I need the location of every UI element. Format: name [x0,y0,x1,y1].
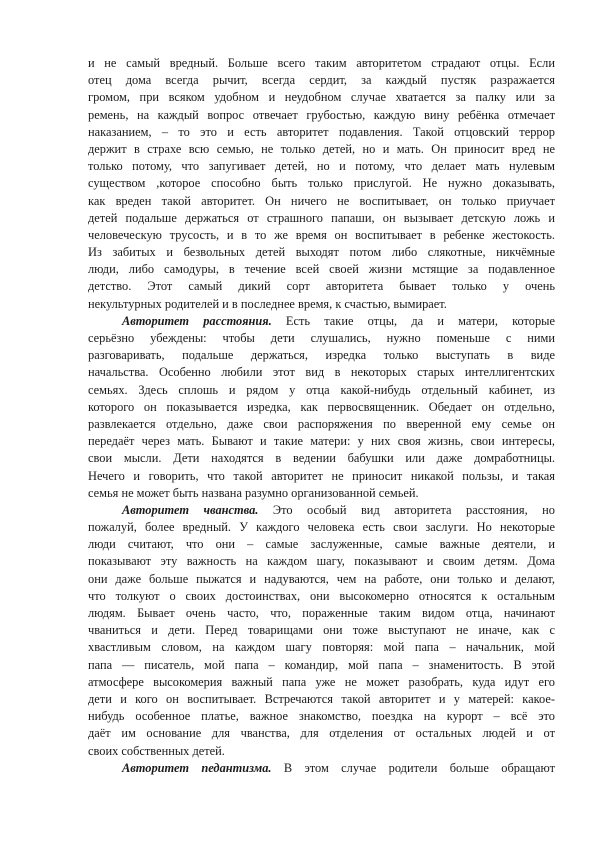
text-line: дети и кого он воспитывает. Встречаются такой авторитет и у матерей: какое- [88,691,555,706]
text-line: ремень, на каждый вопрос отвечает грубостью, каждую вину ребёнка отмечает [88,107,555,122]
text-line: показывают эту важность на каждом шагу, показывают и своим детям. Дома [88,554,555,569]
text-line: только потому, что запугивает детей, но и потому, что делает мать нулевым [88,159,555,174]
text-line: разговаривать, подальше держаться, изредка только выступать в виде [88,348,555,363]
text-line: людям. Бывает очень часто, что, пораженные таким видом отца, начинают [88,606,555,620]
text-line: серьёзно убеждены: чтобы дети слушались, нужно поменьше с ними [88,331,555,345]
text-line: люди считают, что они – самые заслуженные, самые важные деятели, и [88,537,555,552]
text-line: начальства. Особенно любили этот вид в некоторых старых интеллигентских [88,365,555,380]
text-line: некультурных родителей и в последнее время, к счастью, вымирает. [88,296,447,311]
text-line: свои мысли. Дети находятся в ведении бабушки или даже домработницы. [88,451,555,466]
text-line: люди, либо самодуры, в течение всей своей жизни мстящие за подавленное [88,262,555,277]
text-line: папа — писатель, мой папа – командир, мой папа – знаменитость. В этой [88,657,555,672]
text-line: нибудь особенное платье, важное знакомство, поездка на курорт – всё это [88,709,555,724]
text-line: громом, при всяком удобном и неудобном случае хватается за палку или за [88,90,555,105]
text-line [88,502,555,519]
paragraph-authority-of-distance [88,313,555,502]
text-line: и не самый вредный. Больше всего таким авторитетом страдают отцы. Если [88,56,555,70]
text-line: своих собственных детей. [88,743,225,758]
text-line: семьях. Здесь сплошь и рядом у отца какой-нибудь отдельный кабинет, из [88,382,555,397]
section-heading: Авторитет чванства. [122,502,259,517]
text-run: В этом случае родители больше обращают [271,760,555,775]
text-line: передаёт через мать. Бывают и такие матери: у них своя жизнь, свои интересы, [88,434,555,449]
text-line: семья не может быть названа разумно организованной семьей. [88,485,419,500]
text-line: Из забитых и безвольных детей выходят потом либо слякотные, никчёмные [88,245,555,260]
text-line [88,760,555,777]
section-heading: Авторитет педантизма. [122,760,272,775]
text-line: отец дома всегда рычит, всегда сердит, за каждый пустяк разражается [88,73,555,88]
text-line: наказанием, – то это и есть авторитет подавления. Такой отцовский террор [88,124,555,139]
text-line: детство. Этот самый дикий сорт авторитета бывает только у очень [88,279,555,294]
text-line: чваниться и дети. Перед товарищами они тоже выступают не иначе, как с [88,623,555,638]
text-run: Это особый вид авторитета расстояния, но [258,502,555,517]
text-line: они даже больше пыжатся и надуваются, чем на работе, они только и делают, [88,571,555,586]
text-line: хвастливым словом, на каждом шагу повторяя: мой папа – начальник, мой [88,640,555,655]
text-line: детей подальше держаться от страшного папаши, он вызывает детскую ложь и [88,210,555,225]
paragraph-authority-of-pedantry [88,760,555,777]
text-line: пожалуй, более вредный. У каждого человека есть свои заслуги. Но некоторые [88,520,555,535]
text-line: что толкуют о своих достоинствах, они высокомерно относятся к остальным [88,588,555,603]
text-line: держит в страхе всю семью, не только детей, но и мать. Он приносит вред не [88,141,555,156]
section-heading: Авторитет расстояния. [122,313,272,328]
text-line: человеческую трусость, и в то же время он воспитывает в ребенке жестокость. [88,227,555,242]
text-line: развлекается отдельно, даже свои распоряжения по вверенной ему семье он [88,416,555,431]
text-line: даёт им основание для чванства, для отделения от остальных людей и от [88,726,555,741]
text-line: существом ,которое способно быть только прислугой. Не нужно доказывать, [88,176,555,191]
text-line: атмосфере высокомерия важный папа уже не может разобрать, куда идут его [88,674,555,689]
paragraph-authority-of-suppression [88,55,555,313]
text-run: Есть такие отцы, да и матери, которые [271,313,555,328]
text-line: которого он показывается изредка, как первосвященник. Обедает он отдельно, [88,399,555,414]
text-line: как вреден такой авторитет. Он ничего не воспитывает, он только приучает [88,193,555,208]
text-line [88,313,555,330]
paragraph-authority-of-arrogance [88,502,555,760]
text-line: Нечего и говорить, что такой авторитет не приносит никакой пользы, и такая [88,468,555,483]
